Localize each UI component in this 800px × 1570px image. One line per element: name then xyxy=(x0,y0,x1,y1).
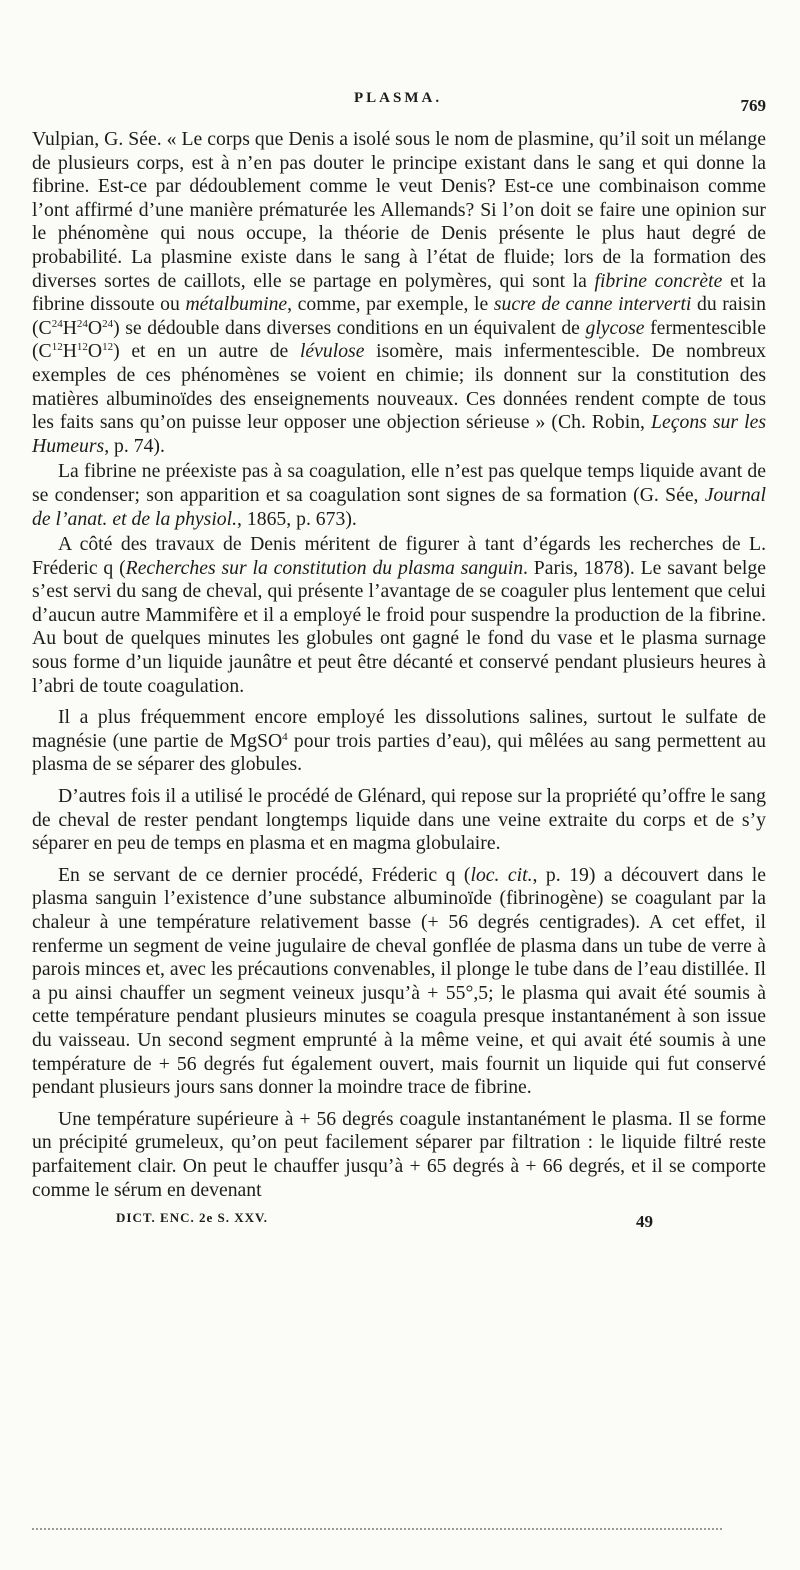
text-run: ) et en un autre de xyxy=(113,340,300,363)
page-footer xyxy=(32,1204,766,1244)
page xyxy=(32,88,766,1244)
superscript-run: 4 xyxy=(282,730,288,743)
running-header xyxy=(32,88,766,128)
italic-run: Leçons sur les Humeurs xyxy=(32,411,766,457)
text-run: Vulpian, G. Sée. « Le corps que Denis a isolé sous le nom de plasmine, qu’il soit un mélange de plusieurs corps, est à n’en pas douter le principe existant dans le sang et qui donne la fibrine. Est-ce par dédoublement comme le veut Denis? Est-ce une combinaison comme l’ont affirmé d’une manière prématurée les Allemands? Si l’on doit se faire une opinion sur le phénomène qui nous occupe, la théorie de Denis présente le plus haut degré de probabilité. La plasmine existe dans le sang à l’état de fluide; lors de la formation des diverses sortes de caillots, elle se partage en polymères, qui sont la xyxy=(32,128,766,292)
superscript-run: 12 xyxy=(76,341,88,354)
text-run: , p. 19) a découvert dans le plasma sanguin l’existence d’une substance albuminoïde (fibrinogène) se coagulant par la chaleur à une température relativement basse (+ 56 degrés centigrades). A cet effet, il renferme un segment de veine jugulaire de cheval gonflée de plasma dans un tube de verre à parois minces et, avec les précautions convenables, il plonge le tube dans de l’eau distillée. Il a pu ainsi chauffer un segment veineux jusqu’à + 55°,5; le plasma qui avait été soumis à cette température pendant plusieurs minutes se coagula presque instantanément à son issue du vaisseau. Un second segment emprunté à la même veine, et qui avait été soumis à une température de + 56 degrés fut également ouvert, mais fournit un liquide qui fut conservé pendant plusieurs jours sans donner la moindre trace de fibrine. xyxy=(32,863,766,1099)
italic-run: Recherches sur la constitution du plasma sanguin xyxy=(125,556,524,579)
italic-run: sucre de canne interverti xyxy=(493,293,692,316)
sheet-number: 49 xyxy=(636,1212,653,1232)
text-run: fermentescible (C xyxy=(32,316,766,363)
text-run: ) se dédouble dans diverses conditions en un équivalent de xyxy=(113,316,586,339)
text-run: En se servant de ce dernier procédé, Fréderic q ( xyxy=(58,863,471,886)
italic-run: Journal de l’anat. et de la physiol. xyxy=(32,483,766,530)
paragraph-5 xyxy=(32,785,766,856)
italic-run: loc. cit. xyxy=(470,863,533,886)
paragraph-1 xyxy=(32,128,766,458)
paragraph-4 xyxy=(32,706,766,777)
italic-run: glycose xyxy=(585,316,645,339)
paragraph-6 xyxy=(32,864,766,1100)
paragraph-3 xyxy=(32,533,766,698)
superscript-run: 24 xyxy=(51,317,63,330)
superscript-run: 24 xyxy=(102,317,114,330)
text-run: D’autres fois il a utilisé le procédé de Glénard, qui repose sur la propriété qu’offre le sang de cheval de rester pendant longtemps liquide dans une veine extraite du corps et de s’y séparer en peu de temps en plasma et en magma globulaire. xyxy=(32,785,766,855)
italic-run: fibrine concrète xyxy=(594,269,723,292)
running-title: PLASMA. xyxy=(354,90,443,106)
paragraph-2 xyxy=(32,460,766,531)
italic-run: lévulose xyxy=(299,340,365,363)
text-run: H xyxy=(62,316,77,339)
text-run: A côté des travaux de Denis méritent de figurer à tant d’égards les recherches de L. Fréderic q ( xyxy=(32,533,766,579)
signature-mark: DICT. ENC. 2e S. XXV. xyxy=(116,1210,268,1226)
text-run: O xyxy=(87,340,103,363)
dotted-rule xyxy=(32,1528,722,1532)
body-text xyxy=(32,128,766,1202)
text-run: Il a plus fréquemment encore employé les dissolutions salines, surtout le sulfate de magnésie (une partie de MgSO xyxy=(32,706,766,752)
text-run: Une température supérieure à + 56 degrés coagule instantanément le plasma. Il se forme un précipité grumeleux, qu’on peut facilement séparer par filtration : le liquide filtré reste parfaitement clair. On peut le chauffer jusqu’à + 65 degrés à + 66 degrés, et il se comporte comme le sérum en devenant xyxy=(32,1107,766,1201)
text-run: , comme, par exemple, le xyxy=(287,293,494,316)
page-number: 769 xyxy=(740,96,766,115)
text-run: H xyxy=(62,340,77,363)
italic-run: métalbumine xyxy=(185,293,288,316)
text-run: , p. 74). xyxy=(104,434,165,457)
superscript-run: 12 xyxy=(102,341,114,354)
superscript-run: 24 xyxy=(76,317,88,330)
text-run: O xyxy=(87,316,103,339)
text-run: et la fibrine dissoute ou xyxy=(32,269,766,316)
text-run: , 1865, p. 673). xyxy=(237,507,357,530)
text-run: isomère, mais infermentescible. De nombreux exemples de ces phénomènes se voient en chimie; ils donnent sur la constitution des matières albuminoïdes des enseignements nouveaux. Ces données rendent compte de tous les faits sans qu’on puisse leur opposer une objection sérieuse » (Ch. Robin, xyxy=(32,340,766,434)
text-run: du raisin (C xyxy=(32,293,766,339)
text-run: La fibrine ne préexiste pas à sa coagulation, elle n’est pas quelque temps liquide avant de se condenser; son apparition et sa coagulation sont signes de sa formation (G. Sée, xyxy=(32,460,766,506)
text-run: . Paris, 1878). Le savant belge s’est servi du sang de cheval, qui présente l’avantage de se coaguler plus lentement que celui d’aucun autre Mammifère et il a employé le froid pour suspendre la production de la fibrine. Au bout de quelques minutes les globules ont gagné le fond du vase et le plasma surnage sous forme d’un liquide jaunâtre et peut être décanté et conservé pendant plusieurs heures à l’abri de toute coagulation. xyxy=(32,556,766,697)
superscript-run: 12 xyxy=(51,341,63,354)
text-run: pour trois parties d’eau), qui mêlées au sang permettent au plasma de se séparer des globules. xyxy=(32,729,766,776)
paragraph-7 xyxy=(32,1108,766,1202)
